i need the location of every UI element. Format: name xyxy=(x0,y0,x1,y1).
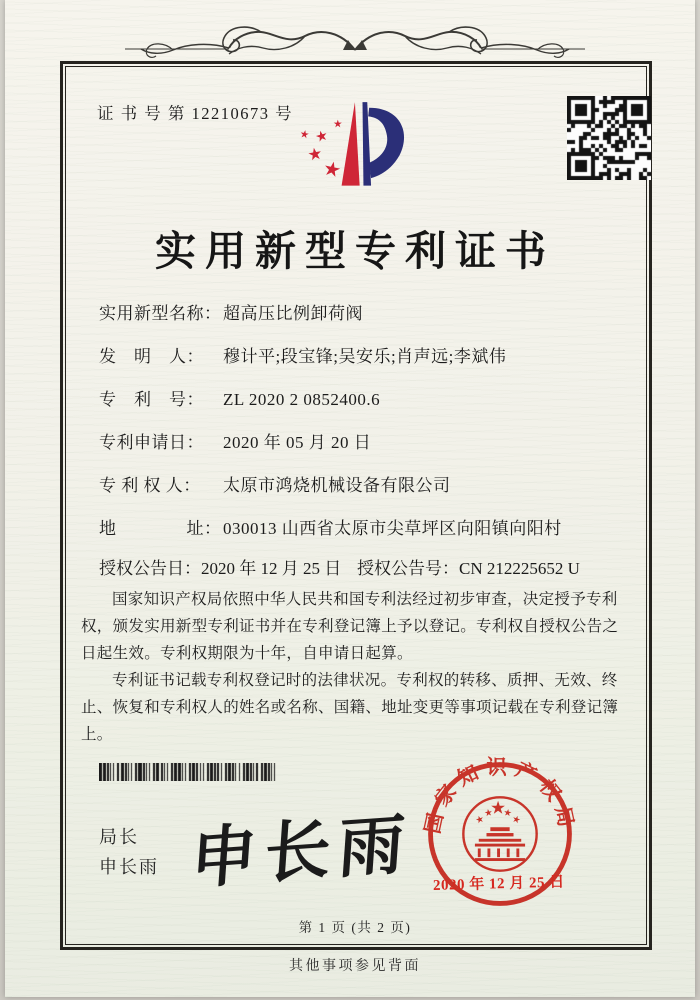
field-value: 030013 山西省太原市尖草坪区向阳镇向阳村 xyxy=(223,519,562,538)
certificate-title: 实用新型专利证书 xyxy=(155,228,555,274)
field-label: 地 址： xyxy=(99,519,222,538)
seal-ring-text: 国家知识产权局 xyxy=(422,757,578,836)
field-grant-announcement xyxy=(99,557,619,581)
seal-national-emblem xyxy=(463,797,536,870)
flourish-ornament xyxy=(125,18,585,64)
svg-text:国家知识产权局 xyxy=(421,756,579,835)
field-value: 超高压比例卸荷阀 xyxy=(223,304,363,323)
grant-date-label: 授权公告日： xyxy=(99,559,201,578)
logo-stars xyxy=(300,120,342,178)
field-patent-number xyxy=(99,388,619,412)
field-filing-date xyxy=(99,431,619,455)
paragraph-register-statement: 专利证书记载专利权登记时的法律状况。专利权的转移、质押、无效、终止、恢复和专利权人的姓名或名称、国籍、地址变更等事项记载在专利登记簿上。 xyxy=(81,672,619,743)
field-label: 专利申请日： xyxy=(99,433,204,452)
grant-number-label: 授权公告号： xyxy=(357,559,459,578)
field-value: 穆计平;段宝锋;吴安乐;肖声远;李斌伟 xyxy=(223,347,507,366)
grant-number-pair xyxy=(357,557,580,581)
field-label: 实用新型名称： xyxy=(99,304,222,323)
barcode xyxy=(99,763,279,781)
certificate-number: 证 书 号 第 12210673 号 xyxy=(97,104,294,123)
certificate-fields xyxy=(99,302,619,560)
logo-red-triangle xyxy=(342,102,360,186)
signature-handwriting: 申长雨 xyxy=(188,808,415,898)
grant-date-value: 2020 年 12 月 25 日 xyxy=(201,559,342,578)
field-value: ZL 2020 2 0852400.6 xyxy=(223,390,381,409)
field-label: 专 利 权 人： xyxy=(99,476,201,495)
signer-name: 申长雨 xyxy=(99,857,159,877)
back-side-note: 其他事项参见背面 xyxy=(289,959,421,974)
field-label: 专 利 号： xyxy=(99,390,204,409)
grant-number-value: CN 212225652 U xyxy=(459,559,580,578)
legal-paragraphs xyxy=(81,586,629,748)
logo-blue-bowl xyxy=(368,108,404,178)
cnipa-patent-logo xyxy=(277,94,429,208)
field-value: 2020 年 05 月 20 日 xyxy=(223,433,372,452)
certificate-page xyxy=(5,0,695,997)
field-utility-model-name xyxy=(99,302,619,326)
seal-date: 2020 年 12 月 25 日 xyxy=(432,874,565,894)
page-number: 第 1 页 (共 2 页) xyxy=(298,920,412,935)
field-inventors xyxy=(99,345,619,369)
field-value: 太原市鸿烧机械设备有限公司 xyxy=(223,476,451,495)
paragraph-grant-statement: 国家知识产权局依照中华人民共和国专利法经过初步审查，决定授予专利权，颁发实用新型专利证书并在专利登记簿上予以登记。专利权自授权公告之日起生效。专利权期限为十年，自申请日起算。 xyxy=(81,591,619,662)
qr-code xyxy=(567,96,651,180)
field-label: 发 明 人： xyxy=(99,347,204,366)
signer-title: 局长 xyxy=(99,827,139,847)
field-address xyxy=(99,517,619,541)
field-patentee xyxy=(99,474,619,498)
signer-block xyxy=(99,822,159,882)
